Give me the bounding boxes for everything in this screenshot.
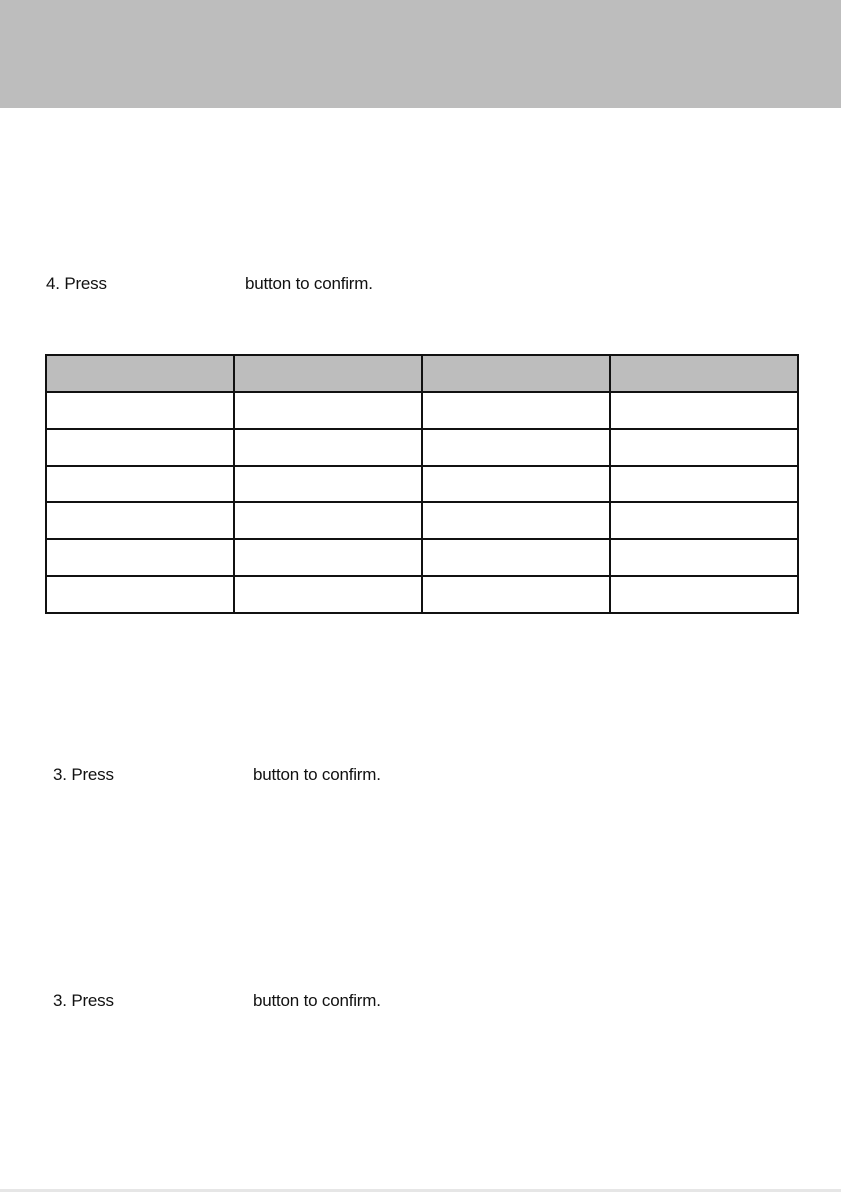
table-cell [422, 539, 610, 576]
table-cell [46, 429, 234, 466]
table-cell [422, 466, 610, 503]
table-cell [234, 466, 422, 503]
step-confirm-text: button to confirm. [253, 991, 381, 1010]
step-confirm-text: button to confirm. [245, 274, 373, 293]
table-header-cell [610, 355, 798, 392]
step-press-word: Press [64, 274, 107, 293]
table-cell [422, 502, 610, 539]
table-cell [46, 466, 234, 503]
table-cell [234, 539, 422, 576]
table-cell [422, 429, 610, 466]
table-cell [610, 502, 798, 539]
table-cell [46, 539, 234, 576]
step-press-label [53, 991, 114, 1011]
step-press-label [46, 274, 107, 294]
step-press-label [53, 765, 114, 785]
table-row [46, 466, 798, 503]
table-header-cell [46, 355, 234, 392]
step-number: 3. [53, 991, 67, 1010]
step-press-word: Press [71, 765, 114, 784]
table-cell [610, 429, 798, 466]
table-row [46, 539, 798, 576]
table-cell [610, 539, 798, 576]
table-row [46, 429, 798, 466]
table-cell [610, 576, 798, 613]
step-confirm-text: button to confirm. [253, 765, 381, 784]
table-cell [234, 576, 422, 613]
table-cell [46, 576, 234, 613]
table-cell [422, 576, 610, 613]
step-press-word: Press [71, 991, 114, 1010]
table-row [46, 392, 798, 429]
table-header-row [46, 355, 798, 392]
table-cell [46, 392, 234, 429]
settings-table [45, 354, 799, 614]
table-cell [610, 392, 798, 429]
table-cell [234, 502, 422, 539]
table-cell [422, 392, 610, 429]
table-cell [234, 392, 422, 429]
table-header-cell [234, 355, 422, 392]
page-header-band [0, 0, 841, 108]
table-row [46, 502, 798, 539]
table-row [46, 576, 798, 613]
step-number: 4. [46, 274, 60, 293]
table-cell [46, 502, 234, 539]
table-header-cell [422, 355, 610, 392]
table-cell [610, 466, 798, 503]
step-number: 3. [53, 765, 67, 784]
table-cell [234, 429, 422, 466]
